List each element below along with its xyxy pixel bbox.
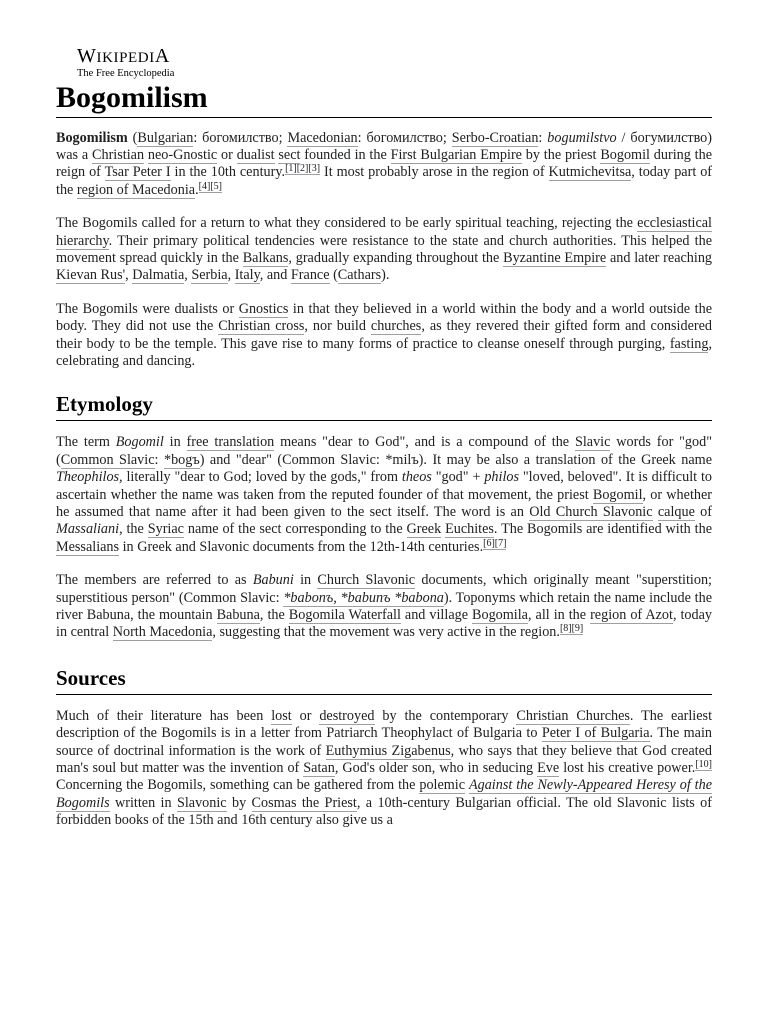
term-italic: Bogomil — [115, 434, 164, 451]
citation-link[interactable]: [10] — [695, 759, 713, 771]
link-babuna[interactable]: Babuna — [216, 607, 260, 624]
link-euchites[interactable]: Euchites — [445, 521, 494, 538]
link-region-of-macedonia[interactable]: region of Macedonia — [76, 181, 196, 198]
link-messalians[interactable]: Messalians — [56, 538, 120, 555]
link-kievan-rus[interactable]: Kievan Rus' — [56, 267, 126, 284]
logo-tagline: The Free Encyclopedia — [77, 68, 175, 79]
text-run: or — [217, 146, 237, 163]
section-heading-etymology: Etymology — [56, 390, 712, 421]
text-run: lost his creative power. — [559, 760, 696, 777]
text-run: by the priest — [521, 146, 601, 163]
text-run: : богомилство; — [357, 129, 452, 146]
text-run: / богумилство) was a — [56, 129, 712, 163]
text-run: The Bogomils were dualists or — [56, 300, 239, 317]
link-calque[interactable]: calque — [657, 504, 695, 520]
text-run: : богомилство; — [193, 129, 288, 146]
link-italy[interactable]: Italy — [234, 267, 260, 284]
term-italic: Theophilos, — [56, 469, 123, 486]
link-kutmichevitsa[interactable]: Kutmichevitsa — [548, 164, 632, 181]
link-france[interactable]: France — [290, 267, 330, 284]
intro-paragraph-3 — [56, 301, 712, 371]
text-run: , God's older son, who in seducing — [334, 760, 538, 777]
link-north-macedonia[interactable]: North Macedonia — [112, 624, 213, 641]
text-run: literally "dear to God; loved by the gods," from — [122, 469, 402, 486]
page-title: Bogomilism — [56, 81, 712, 118]
link-bogomila-waterfall[interactable]: Bogomila Waterfall — [288, 607, 401, 624]
text-run: , today part of the — [56, 164, 713, 198]
text-run: , — [125, 267, 133, 284]
link-dalmatia[interactable]: Dalmatia — [132, 267, 185, 284]
etymology-paragraph-2 — [56, 572, 712, 642]
text-run: , a 10th-century Bulgarian official. The old Slavonic lists of forbidden books of the 15th and 16th century also give us a — [56, 794, 712, 829]
link-church-slavonic[interactable]: Church Slavonic — [317, 572, 416, 589]
link-babon[interactable]: *babonъ, *babunъ *babona — [283, 589, 444, 606]
link-tsar-peter-i[interactable]: Tsar Peter I — [104, 164, 171, 181]
link-cathars[interactable]: Cathars — [337, 267, 382, 284]
text-run: words for "god" ( — [56, 434, 712, 468]
article-page — [56, 46, 712, 830]
link-first-bulgarian-empire[interactable]: First Bulgarian Empire — [390, 146, 522, 163]
text-run: during the reign of — [56, 146, 713, 181]
text-run: , and — [259, 267, 291, 284]
section-heading-sources: Sources — [56, 664, 712, 695]
text-run: in Greek and Slavonic documents from the 12th-14th centuries. — [119, 538, 484, 555]
link-lost[interactable]: lost — [271, 707, 292, 724]
link-fasting[interactable]: fasting — [669, 335, 709, 352]
text-run: The members are referred to as — [56, 572, 253, 589]
link-serbia[interactable]: Serbia — [191, 267, 228, 284]
text-run: ). Toponyms which retain the name include the river Babuna, the mountain — [56, 589, 712, 624]
link-bogomil[interactable]: Bogomil — [592, 486, 643, 503]
link-churches[interactable]: churches — [370, 318, 422, 335]
text-run: in — [293, 572, 318, 589]
citation-link[interactable]: [1][2][3] — [285, 163, 321, 175]
link-balkans[interactable]: Balkans — [242, 249, 289, 266]
sources-paragraph-1 — [56, 708, 712, 830]
text-run: and later reaching — [606, 249, 713, 266]
text-run: "loved, beloved". It is difficult to ascertain whether the name was taken from the reputed founder of that movement, the priest — [56, 469, 712, 503]
text-run: Much of their literature has been — [56, 707, 272, 724]
text-run: . The main source of doctrinal information is the work of — [56, 725, 713, 759]
text-run: , as they revered their gifted form and considered their body to be the temple. This gave rise to many forms of practice to cleanse oneself through purging, — [56, 318, 712, 352]
link-greek[interactable]: Greek — [406, 521, 442, 538]
text-run: "god" + — [431, 469, 485, 486]
text-run: The term — [56, 434, 116, 451]
intro-paragraph-2 — [56, 215, 712, 285]
link-ecclesiastical-hierarchy[interactable]: ecclesiastical hierarchy — [56, 215, 712, 249]
text-run: by the contemporary — [374, 707, 517, 724]
text-run: : — [154, 451, 164, 468]
link-cosmas-the-priest[interactable]: Cosmas the Priest — [251, 794, 357, 811]
citation-link[interactable]: [8][9] — [559, 623, 584, 635]
text-run: , the — [259, 607, 289, 624]
text-run: written in — [109, 794, 177, 811]
text-run: , suggesting that the movement was very active in the region. — [212, 624, 560, 641]
text-run: ). — [381, 267, 390, 284]
text-run: in that they believed in a world within the body and a world outside the body. They did not use the — [56, 300, 712, 335]
text-run: , — [227, 267, 235, 284]
text-run: . — [195, 181, 199, 198]
text-run: name of the sect corresponding to the — [183, 521, 407, 538]
text-run: : — [538, 129, 548, 146]
text-run: . The Bogomils are identified with the — [493, 521, 712, 538]
link-byzantine-empire[interactable]: Byzantine Empire — [503, 249, 607, 266]
text-run: founded in the — [300, 146, 391, 163]
text-run: . Their primary political tendencies were resistance to the state and church authorities. This helped the movement spread quickly in the — [56, 232, 712, 266]
link-old-church-slavonic[interactable]: Old Church Slavonic — [529, 504, 653, 520]
text-run: , or whether he assumed that name after it had been given to the sect itself. The word is an — [56, 486, 713, 520]
etymology-paragraph-1 — [56, 434, 712, 556]
intro-paragraph-1 — [56, 130, 712, 200]
text-run: , all in the — [527, 607, 591, 624]
link-sect[interactable]: sect — [278, 146, 301, 163]
text-run: , the — [119, 521, 148, 538]
link-slavonic[interactable]: Slavonic — [176, 794, 227, 811]
link-region-of-azot[interactable]: region of Azot — [590, 607, 673, 624]
logo-wordmark: WIKIPEDIA — [77, 45, 170, 67]
text-run: The Bogomils called for a return to what they considered to be early spiritual teaching, rejecting the — [56, 215, 638, 232]
text-run: , — [184, 267, 192, 284]
link-eve[interactable]: Eve — [537, 760, 560, 777]
link-bogomil[interactable]: Bogomil — [600, 146, 650, 163]
text-run: means "dear to God", and is a compound of the — [274, 434, 575, 451]
link-christian-cross[interactable]: Christian cross — [218, 318, 305, 335]
text-run: , today in central — [56, 607, 713, 641]
link-bogomila[interactable]: Bogomila — [472, 607, 528, 624]
link-syriac[interactable]: Syriac — [147, 521, 184, 538]
link-polemic[interactable]: polemic — [419, 777, 466, 794]
text-run: documents, which originally meant "superstition; superstitious person" (Common Slavic: — [56, 572, 712, 606]
text-run: . The earliest description of the Bogomils is in a letter from Patriarch Theophylact of Bulgaria to — [56, 707, 713, 742]
term-italic: Massaliani — [56, 521, 120, 538]
term-italic: philos — [484, 469, 520, 486]
text-run: , who says that they believe that God created man's soul but matter was the invention of — [56, 742, 712, 777]
link-neo-gnostic[interactable]: neo-Gnostic — [147, 146, 218, 163]
link-serbo-croatian[interactable]: Serbo-Croatian — [451, 129, 539, 146]
link-macedonian[interactable]: Macedonian — [287, 129, 358, 146]
text-run: , gradually expanding throughout the — [288, 249, 504, 266]
link-satan[interactable]: Satan — [303, 760, 335, 777]
term-italic: Babuni — [252, 572, 294, 589]
text-run: or — [291, 707, 320, 724]
link-slavic[interactable]: Slavic — [574, 434, 611, 451]
text-run: in the 10th century. — [170, 164, 286, 181]
text-run: and village — [400, 607, 473, 624]
wikipedia-logo[interactable] — [77, 46, 712, 80]
term-italic: bogumilstvo — [547, 129, 617, 146]
link-destroyed[interactable]: destroyed — [319, 707, 375, 724]
link-bulgarian[interactable]: Bulgarian — [137, 129, 194, 146]
link-euthymius-zigabenus[interactable]: Euthymius Zigabenus — [325, 742, 451, 759]
text-run: , nor build — [304, 318, 371, 335]
text-run: ( — [127, 129, 138, 146]
text-run: , celebrating and dancing. — [56, 335, 712, 369]
text-run: Concerning the Bogomils, something can be gathered from the — [56, 777, 420, 794]
link-common-slavic[interactable]: Common Slavic — [60, 451, 155, 468]
link-gnostics[interactable]: Gnostics — [238, 300, 289, 317]
citation-link[interactable]: [6][7] — [483, 537, 507, 549]
text-run: ( — [329, 267, 338, 284]
text-run: of — [694, 504, 712, 520]
text-run: It most probably arose in the region of — [320, 164, 549, 181]
link-christian-churches[interactable]: Christian Churches — [516, 707, 630, 724]
link-against-the-newly-appeared-heresy[interactable]: Against the Newly-Appeared Heresy of the Bogomils — [56, 777, 712, 811]
term-bold: Bogomilism — [56, 129, 128, 146]
link-free-translation[interactable]: free translation — [186, 434, 275, 451]
link-peter-i-of-bulgaria[interactable]: Peter I of Bulgaria — [541, 725, 650, 742]
text-run: ) and "dear" (Common Slavic: *milъ). It may be also a translation of the Greek name — [199, 451, 712, 468]
text-run: by — [226, 794, 252, 811]
citation-link[interactable]: [4][5] — [198, 180, 222, 192]
text-run: in — [163, 434, 187, 451]
link-christian[interactable]: Christian — [92, 146, 145, 163]
term-italic: theos — [401, 469, 432, 486]
link-bog[interactable]: *bogъ — [163, 451, 200, 468]
link-dualist[interactable]: dualist — [236, 146, 275, 163]
